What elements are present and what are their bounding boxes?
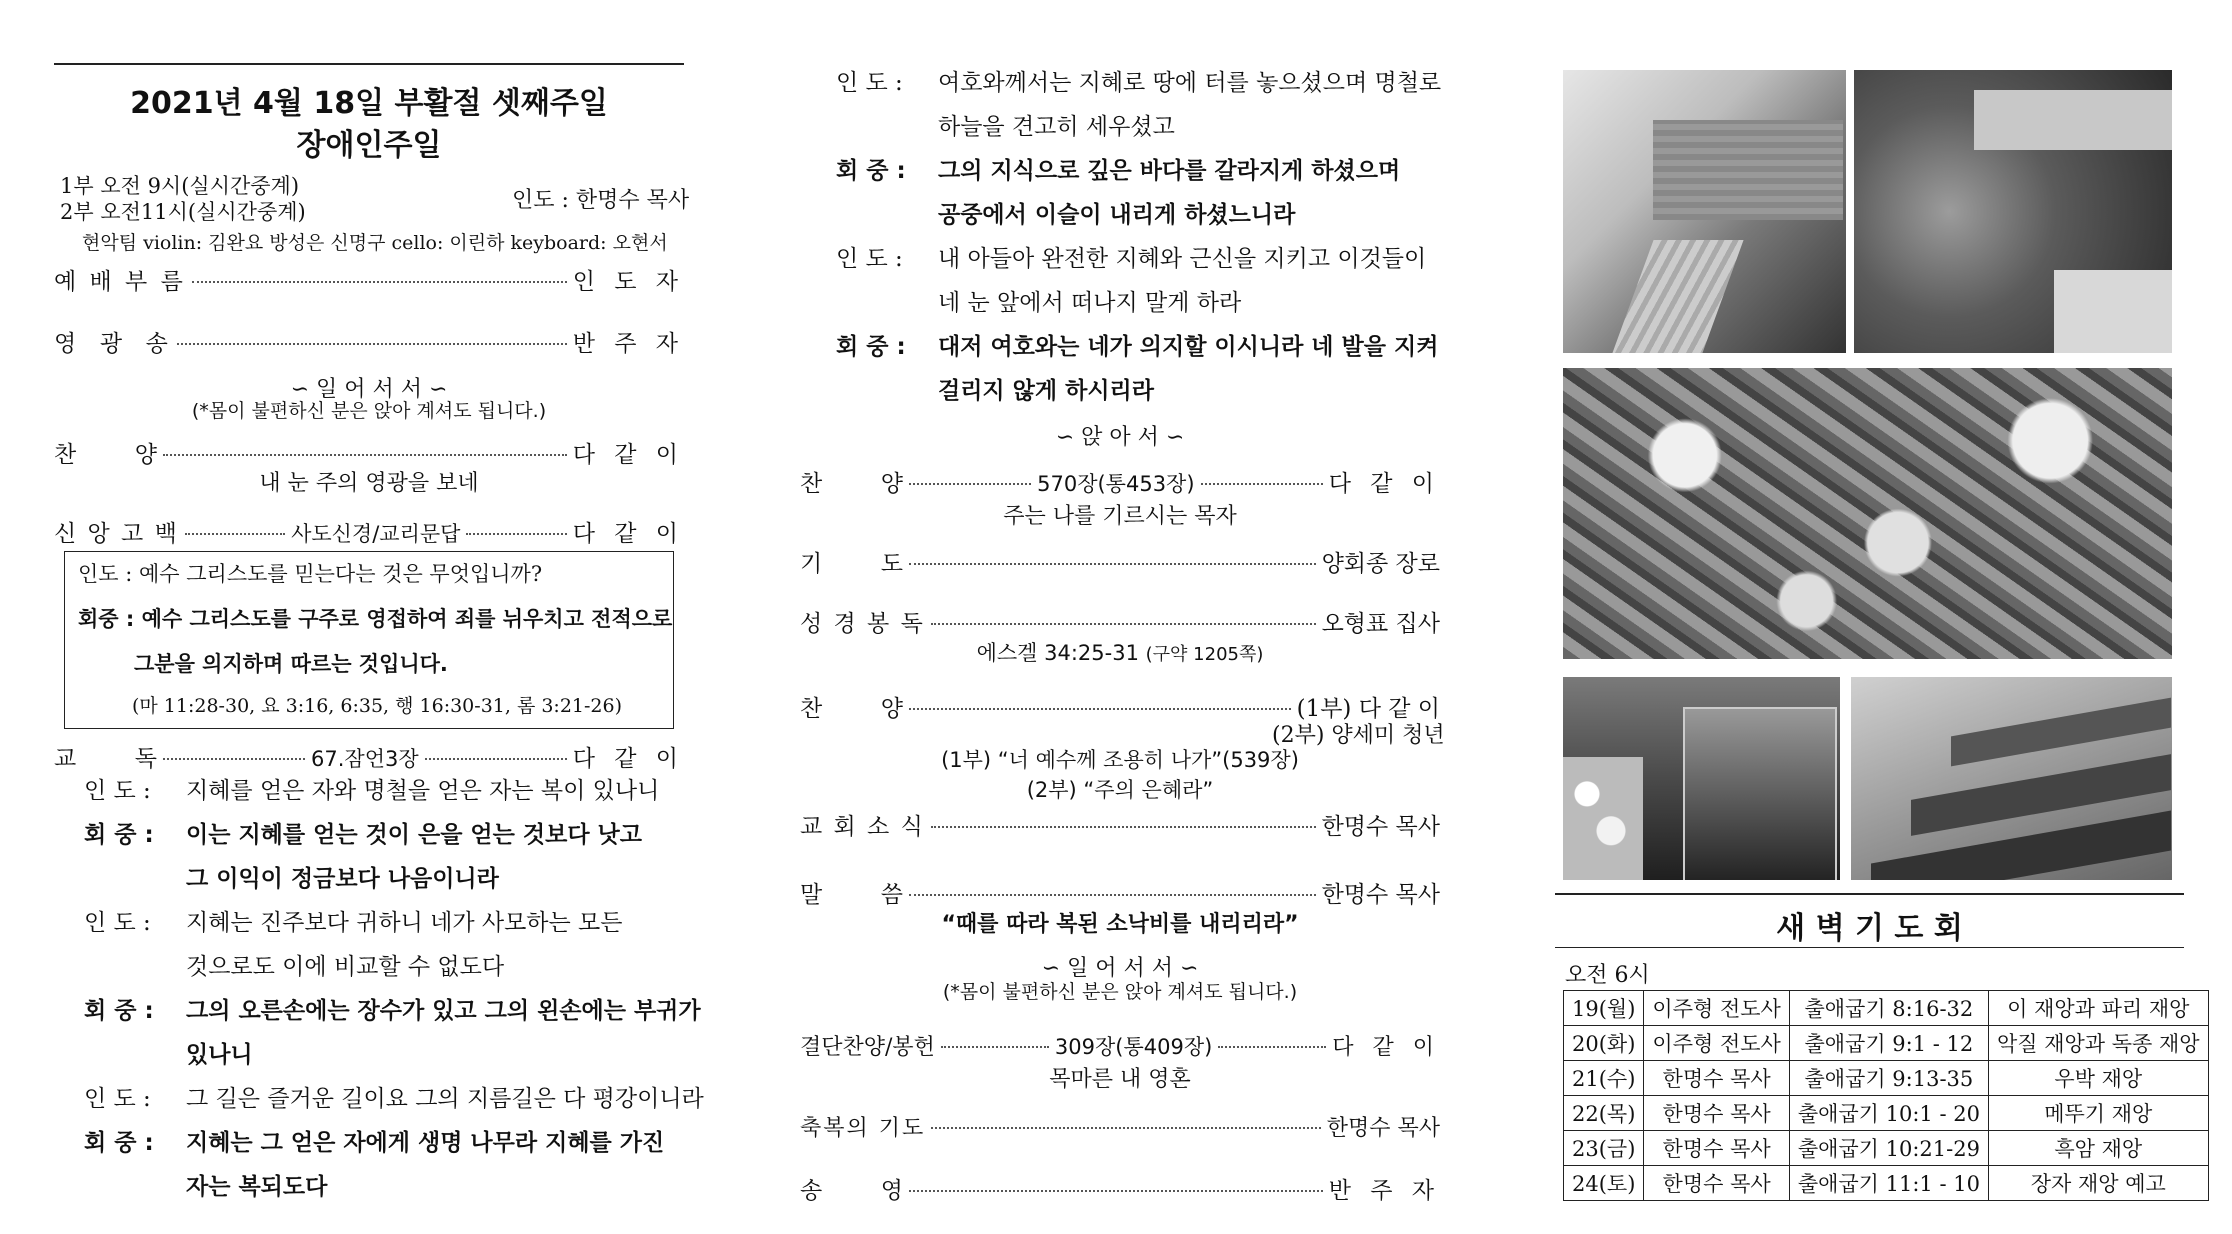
responsive-line bbox=[836, 240, 1426, 273]
table-cell-topic: 흑암 재앙 bbox=[1988, 1131, 2208, 1166]
responsive-text: 있나니 bbox=[186, 1042, 253, 1068]
table-row bbox=[1564, 1026, 2209, 1061]
leader-dots bbox=[941, 1046, 1049, 1048]
order-label: 찬 양 bbox=[800, 696, 903, 722]
offering-title: 목마른 내 영혼 bbox=[1049, 1067, 1191, 1092]
order-who: 오형표 집사 bbox=[1321, 611, 1440, 637]
hymn-2-line-2: (2부) “주의 은혜라” bbox=[1026, 778, 1214, 802]
order-label: 말 씀 bbox=[800, 882, 903, 908]
table-cell-text: 출애굽기 10:1 - 20 bbox=[1789, 1096, 1988, 1131]
leader-dots bbox=[185, 533, 285, 535]
table-cell-topic: 우박 재앙 bbox=[1988, 1061, 2208, 1096]
leader-dots bbox=[909, 1190, 1323, 1192]
responsive-line bbox=[938, 372, 1154, 405]
leader-dots bbox=[931, 1127, 1320, 1129]
leader-dots bbox=[425, 758, 567, 760]
dawn-schedule-table bbox=[1563, 990, 2209, 1201]
table-cell-day: 21(수) bbox=[1564, 1061, 1644, 1096]
order-label: 성 경 봉 독 bbox=[800, 611, 925, 637]
responsive-speaker: 인 도 : bbox=[84, 910, 151, 936]
table-cell-topic: 장자 재앙 예고 bbox=[1988, 1166, 2208, 1201]
table-cell-text: 출애굽기 8:16-32 bbox=[1789, 991, 1988, 1026]
photo-building-entrance bbox=[1563, 70, 1846, 353]
responsive-text: 네 눈 앞에서 떠나지 말게 하라 bbox=[938, 290, 1242, 316]
leader-dots bbox=[909, 708, 1291, 710]
responsive-text: 자는 복되도다 bbox=[186, 1174, 328, 1200]
service-time-1: 1부 오전 9시(실시간중계) bbox=[60, 174, 300, 198]
order-scripture bbox=[800, 605, 1440, 638]
table-row bbox=[1564, 1061, 2209, 1096]
order-who: 한명수 목사 bbox=[1321, 814, 1440, 840]
responsive-speaker: 인 도 : bbox=[84, 1086, 151, 1112]
scripture-ref: 에스겔 34:25-31 bbox=[976, 641, 1139, 665]
responsive-text: 하늘을 견고히 세우셨고 bbox=[938, 114, 1175, 140]
order-benediction bbox=[800, 1111, 1440, 1142]
table-cell-leader: 한명수 목사 bbox=[1644, 1096, 1789, 1131]
leader-dots bbox=[163, 758, 305, 760]
order-mid: 사도신경/교리문답 bbox=[291, 522, 461, 546]
photo-planters bbox=[1851, 677, 2172, 880]
order-doxology bbox=[800, 1172, 1440, 1205]
order-hymn-1 bbox=[800, 465, 1440, 498]
building-wall bbox=[1653, 120, 1843, 220]
order-who: 다 같 이 bbox=[572, 521, 684, 547]
catechism-answer-1: 회중 : 예수 그리스도를 구주로 영접하여 죄를 뉘우치고 전적으로 bbox=[78, 607, 673, 631]
photo-fish-tank bbox=[1563, 677, 1840, 880]
order-label: 기 도 bbox=[800, 551, 903, 577]
order-label: 축복의 기도 bbox=[800, 1116, 926, 1141]
table-cell-leader: 이주형 전도사 bbox=[1644, 991, 1789, 1026]
order-hymn bbox=[54, 436, 684, 469]
order-offering bbox=[800, 1030, 1440, 1061]
order-label: 찬 양 bbox=[54, 442, 157, 468]
scripture-reference bbox=[800, 637, 1440, 667]
planter-1 bbox=[1951, 698, 2171, 767]
table-row bbox=[1564, 1166, 2209, 1201]
responsive-line bbox=[836, 328, 1438, 361]
leader-dots bbox=[909, 563, 1316, 565]
table-cell-leader: 한명수 목사 bbox=[1644, 1166, 1789, 1201]
responsive-line bbox=[186, 1036, 253, 1069]
order-label: 결단찬양/봉헌 bbox=[800, 1035, 935, 1060]
order-who: 양회종 장로 bbox=[1321, 551, 1440, 577]
responsive-speaker: 회 중 : bbox=[84, 822, 154, 848]
responsive-line bbox=[84, 992, 701, 1025]
responsive-text: 그 길은 즐거운 길이요 그의 지름길은 다 평강이니라 bbox=[186, 1086, 704, 1112]
table-cell-text: 출애굽기 9:13-35 bbox=[1789, 1061, 1988, 1096]
sermon-title: “때를 따라 복된 소낙비를 내리리라” bbox=[941, 912, 1299, 937]
leader-dots bbox=[931, 826, 1316, 828]
responsive-text: 그 이익이 정금보다 나음이니라 bbox=[186, 866, 499, 892]
order-who: 한명수 목사 bbox=[1321, 882, 1440, 908]
order-who: 반 주 자 bbox=[1328, 1178, 1440, 1204]
leader-dots bbox=[466, 533, 566, 535]
leader-label: 인도 : 한명수 목사 bbox=[512, 188, 690, 213]
header-rule bbox=[54, 63, 684, 65]
hymn-1-title: 주는 나를 기르시는 목자 bbox=[1003, 504, 1237, 529]
walkway bbox=[1612, 240, 1743, 353]
table-cell-text: 출애굽기 10:21-29 bbox=[1789, 1131, 1988, 1166]
responsive-line bbox=[84, 1080, 704, 1113]
responsive-text: 그의 지식으로 깊은 바다를 갈라지게 하셨으며 bbox=[938, 158, 1401, 184]
responsive-speaker: 인 도 : bbox=[836, 70, 903, 96]
order-mid: 67.잠언3장 bbox=[311, 747, 419, 771]
hymn-2-who-2: (2부) 양세미 청년 bbox=[1272, 723, 1445, 748]
catechism-refs: (마 11:28-30, 요 3:16, 6:35, 행 16:30-31, 롬 3:21-26) bbox=[132, 695, 623, 717]
order-mid: 570장(통453장) bbox=[1037, 472, 1195, 496]
stand-up-2: ∽ 일 어 서 서 ∽ bbox=[1041, 956, 1199, 981]
table-cell-day: 19(월) bbox=[1564, 991, 1644, 1026]
hymn-2-line-1: (1부) “너 예수께 조용히 나가”(539장) bbox=[941, 748, 1299, 772]
responsive-text: 지혜는 그 얻은 자에게 생명 나무라 지혜를 가진 bbox=[186, 1130, 665, 1156]
order-label: 영 광 송 bbox=[54, 331, 171, 357]
responsive-text: 지혜는 진주보다 귀하니 네가 사모하는 모든 bbox=[186, 910, 623, 936]
responsive-line bbox=[186, 1168, 327, 1201]
responsive-line bbox=[836, 64, 1441, 97]
dawn-rule-top bbox=[1555, 893, 2184, 895]
table-cell-leader: 이주형 전도사 bbox=[1644, 1026, 1789, 1061]
order-label: 송 영 bbox=[800, 1178, 903, 1204]
responsive-speaker: 회 중 : bbox=[84, 998, 154, 1024]
responsive-text: 이는 지혜를 얻는 것이 은을 얻는 것보다 낫고 bbox=[186, 822, 642, 848]
order-who: 다 같 이 bbox=[572, 442, 684, 468]
order-news bbox=[800, 808, 1440, 841]
table-row bbox=[1564, 991, 2209, 1026]
photo-garden-path bbox=[1854, 70, 2172, 353]
responsive-line bbox=[84, 816, 642, 849]
dawn-rule-bottom bbox=[1555, 947, 2184, 948]
leader-dots bbox=[163, 454, 567, 456]
scripture-page: (구약 1205쪽) bbox=[1145, 644, 1264, 665]
responsive-line bbox=[938, 284, 1241, 317]
leader-dots bbox=[909, 894, 1316, 896]
responsive-line bbox=[84, 772, 659, 805]
order-who: (1부) 다 같 이 bbox=[1296, 696, 1440, 722]
order-who: 반 주 자 bbox=[572, 331, 684, 357]
table-cell-day: 23(금) bbox=[1564, 1131, 1644, 1166]
catechism-answer-2: 그분을 의지하며 따르는 것입니다. bbox=[134, 652, 448, 676]
responsive-text: 내 아들아 완전한 지혜와 근신을 지키고 이것들이 bbox=[938, 246, 1427, 272]
responsive-line bbox=[84, 904, 622, 937]
table-cell-leader: 한명수 목사 bbox=[1644, 1131, 1789, 1166]
responsive-text: 대저 여호와는 네가 의지할 이시니라 네 발을 지켜 bbox=[938, 334, 1439, 360]
responsive-line bbox=[186, 948, 504, 981]
leader-dots bbox=[1201, 483, 1323, 485]
responsive-text: 걸리지 않게 하시리라 bbox=[938, 378, 1154, 404]
order-who: 인 도 자 bbox=[572, 269, 684, 295]
hymn-title: 내 눈 주의 영광을 보네 bbox=[259, 471, 479, 496]
stand-note: (*몸이 불편하신 분은 앉아 계셔도 됩니다.) bbox=[191, 400, 547, 422]
table-row bbox=[1564, 1096, 2209, 1131]
responsive-speaker: 인 도 : bbox=[836, 246, 903, 272]
table-cell-topic: 악질 재앙과 독종 재앙 bbox=[1988, 1026, 2208, 1061]
table-cell-text: 출애굽기 11:1 - 10 bbox=[1789, 1166, 1988, 1201]
order-who: 한명수 목사 bbox=[1326, 1116, 1440, 1141]
catechism-question: 인도 : 예수 그리스도를 믿는다는 것은 무엇입니까? bbox=[78, 562, 543, 586]
responsive-line bbox=[938, 196, 1295, 229]
sit-down: ∽ 앉 아 서 ∽ bbox=[1055, 425, 1185, 450]
dawn-time: 오전 6시 bbox=[1565, 963, 1650, 988]
order-label: 신 앙 고 백 bbox=[54, 521, 179, 547]
table-row bbox=[1564, 1131, 2209, 1166]
page-subtitle: 장애인주일 bbox=[296, 128, 442, 163]
stand-up: ∽ 일 어 서 서 ∽ bbox=[290, 377, 448, 402]
order-prayer bbox=[800, 545, 1440, 578]
order-sermon bbox=[800, 876, 1440, 909]
musicians: 현악팀 violin: 김완요 방성은 신명구 cello: 이린하 keyboard: 오현서 bbox=[82, 232, 668, 254]
table-cell-topic: 이 재앙과 파리 재앙 bbox=[1988, 991, 2208, 1026]
order-creed bbox=[54, 515, 684, 548]
roof-edge bbox=[1974, 90, 2172, 150]
order-who: 다 같 이 bbox=[1332, 1035, 1441, 1060]
responsive-line bbox=[186, 860, 499, 893]
table-cell-day: 20(화) bbox=[1564, 1026, 1644, 1061]
leader-dots bbox=[1218, 1046, 1326, 1048]
tank bbox=[1683, 707, 1837, 880]
responsive-line bbox=[836, 152, 1400, 185]
table-cell-topic: 메뚜기 재앙 bbox=[1988, 1096, 2208, 1131]
dawn-prayer-title: 새 벽 기 도 회 bbox=[1776, 911, 1963, 946]
responsive-line bbox=[84, 1124, 664, 1157]
responsive-speaker: 인 도 : bbox=[84, 778, 151, 804]
table-cell-text: 출애굽기 9:1 - 12 bbox=[1789, 1026, 1988, 1061]
order-responsive-reading bbox=[54, 740, 684, 773]
path bbox=[2054, 270, 2172, 353]
order-who: 다 같 이 bbox=[1328, 471, 1441, 497]
responsive-text: 것으로도 이에 비교할 수 없도다 bbox=[186, 954, 505, 980]
order-gloria bbox=[54, 325, 684, 358]
order-label: 교 회 소 식 bbox=[800, 814, 925, 840]
photo-leaves bbox=[1563, 368, 2172, 659]
responsive-speaker: 회 중 : bbox=[836, 334, 906, 360]
leader-dots bbox=[192, 281, 567, 283]
order-mid: 309장(통409장) bbox=[1054, 1035, 1213, 1059]
table-cell-day: 22(목) bbox=[1564, 1096, 1644, 1131]
order-call-to-worship bbox=[54, 263, 684, 296]
responsive-speaker: 회 중 : bbox=[84, 1130, 154, 1156]
table-cell-leader: 한명수 목사 bbox=[1644, 1061, 1789, 1096]
responsive-speaker: 회 중 : bbox=[836, 158, 906, 184]
responsive-text: 여호와께서는 지혜로 땅에 터를 놓으셨으며 명철로 bbox=[938, 70, 1442, 96]
table-cell-day: 24(토) bbox=[1564, 1166, 1644, 1201]
responsive-text: 그의 오른손에는 장수가 있고 그의 왼손에는 부귀가 bbox=[186, 998, 701, 1024]
responsive-text: 지혜를 얻은 자와 명철을 얻은 자는 복이 있나니 bbox=[186, 778, 660, 804]
order-label: 예 배 부 름 bbox=[54, 269, 186, 295]
leader-dots bbox=[909, 483, 1031, 485]
responsive-text: 공중에서 이슬이 내리게 하셨느니라 bbox=[938, 202, 1296, 228]
leader-dots bbox=[931, 623, 1316, 625]
responsive-line bbox=[938, 108, 1175, 141]
stones bbox=[1563, 757, 1643, 880]
order-label: 찬 양 bbox=[800, 471, 903, 497]
service-time-2: 2부 오전11시(실시간중계) bbox=[60, 200, 306, 224]
order-label: 교 독 bbox=[54, 746, 157, 772]
page-title: 2021년 4월 18일 부활절 셋째주일 bbox=[130, 86, 608, 121]
stand-note-2: (*몸이 불편하신 분은 앉아 계셔도 됩니다.) bbox=[942, 981, 1298, 1003]
order-who: 다 같 이 bbox=[572, 746, 684, 772]
leader-dots bbox=[177, 343, 567, 345]
